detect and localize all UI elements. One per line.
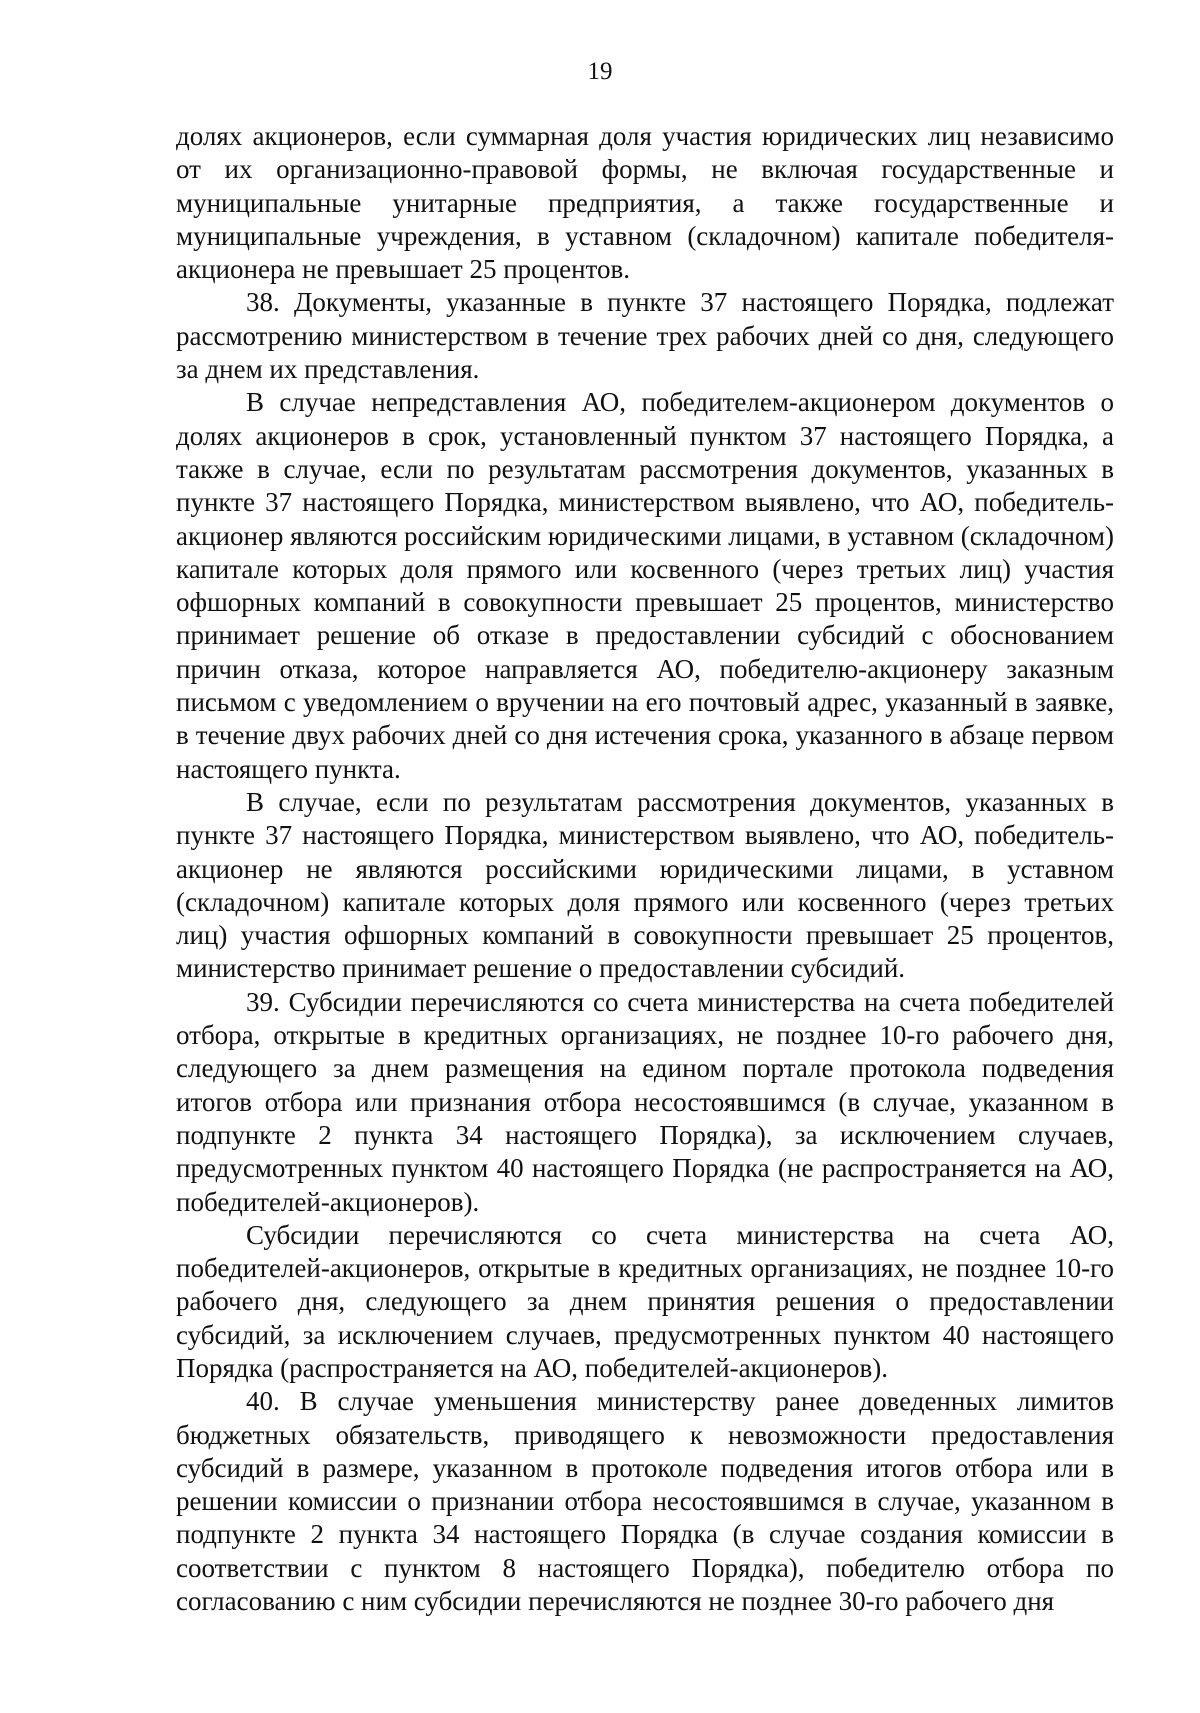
paragraph-38-approval: В случае, если по результатам рассмотрения документов, указанных в пункте 37 настоящего Порядка, министерством выявлено, что АО, победитель-акционер не являются российскими юридическими лицами, в уставном (складочном) капитале которых доля прямого или косвенного (через третьих лиц) участия офшорных компаний в совокупности превышает 25 процентов, министерство принимает решение о предоставлении субсидий. [176,786,1114,984]
paragraph-continuation: долях акционеров, если суммарная доля участия юридических лиц независимо от их организационно-правовой формы, не включая государственные и муниципальные унитарные предприятия, а также государственные и муниципальные учреждения, в уставном (складочном) капитале победителя-акционера не превышает 25 процентов. [176,121,1114,285]
paragraph-40: 40. В случае уменьшения министерству ранее доведенных лимитов бюджетных обязательств, приводящего к невозможности предоставления субсидий в размере, указанном в протоколе подведения итогов отбора или в решении комиссии о признании отбора несостоявшимся в случае, указанном в подпункте 2 пункта 34 настоящего Порядка (в случае создания комиссии в соответствии с пунктом 8 настоящего Порядка), победителю отбора по согласованию с ним субсидии перечисляются не позднее 30-го рабочего дня [176,1386,1114,1617]
paragraph-38-refusal: В случае непредставления АО, победителем-акционером документов о долях акционеров в срок, установленный пунктом 37 настоящего Порядка, а также в случае, если по результатам рассмотрения документов, указанных в пункте 37 настоящего Порядка, министерством выявлено, что АО, победитель-акционер являются российским юридическими лицами, в уставном (складочном) капитале которых доля прямого или косвенного (через третьих лиц) участия офшорных компаний в совокупности превышает 25 процентов, министерство принимает решение об отказе в предоставлении субсидий с обоснованием причин отказа, которое направляется АО, победителю-акционеру заказным письмом с уведомлением о вручении на его почтовый адрес, указанный в заявке, в течение двух рабочих дней со дня истечения срока, указанного в абзаце первом настоящего пункта. [176,387,1114,784]
paragraph-39-shareholders: Субсидии перечисляются со счета министерства на счета АО, победителей-акционеров, открытые в кредитных организациях, не позднее 10-го рабочего дня, следующего за днем принятия решения о предоставлении субсидий, за исключением случаев, предусмотренных пунктом 40 настоящего Порядка (распространяется на АО, победителей-акционеров). [176,1219,1114,1383]
page-number: 19 [587,58,613,85]
paragraph-38: 38. Документы, указанные в пункте 37 настоящего Порядка, подлежат рассмотрению министерством в течение трех рабочих дней со дня, следующего за днем их представления. [176,287,1114,385]
paragraph-39: 39. Субсидии перечисляются со счета министерства на счета победителей отбора, открытые в кредитных организациях, не позднее 10-го рабочего дня, следующего за днем размещения на едином портале протокола подведения итогов отбора или признания отбора несостоявшимся (в случае, указанном в подпункте 2 пункта 34 настоящего Порядка), за исключением случаев, предусмотренных пунктом 40 настоящего Порядка (не распространяется на АО, победителей-акционеров). [176,986,1114,1217]
document-body [176,120,1114,1618]
